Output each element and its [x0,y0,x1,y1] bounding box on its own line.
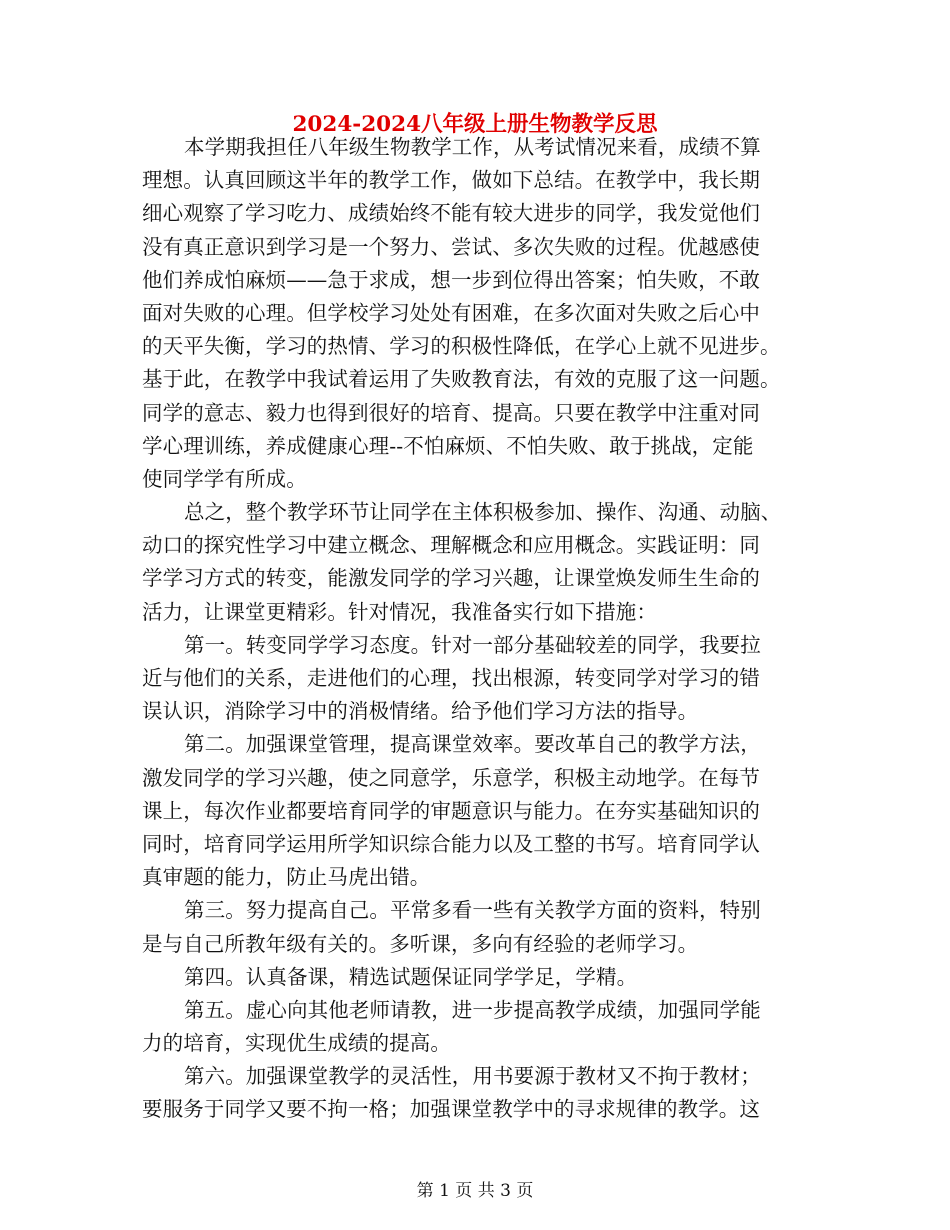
document-title: 2024-2024八年级上册生物教学反思 [292,112,658,137]
text-line: 学学习方式的转变，能激发同学的学习兴趣，让课堂焕发师生生命的 [142,566,760,591]
paragraph [142,728,812,894]
text-line: 第二。加强课堂管理，提高课堂效率。要改革自己的教学方法， [184,732,761,757]
text-line: 本学期我担任八年级生物教学工作，从考试情况来看，成绩不算 [184,135,761,159]
text-line: 的天平失衡，学习的热情、学习的积极性降低，在学心上就不见进步。 [142,334,781,359]
page-footer: 第 1 页 共 3 页 [416,1181,534,1201]
text-line: 课上，每次作业都要培育同学的审题意识与能力。在夯实基础知识的 [142,798,760,823]
text-line: 第六。加强课堂教学的灵活性，用书要源于教材又不拘于教材； [184,1064,761,1089]
text-line: 第三。努力提高自己。平常多看一些有关教学方面的资料，特别 [184,898,761,923]
text-line: 要服务于同学又要不拘一格；加强课堂教学中的寻求规律的教学。这 [142,1097,760,1122]
text-line: 同时，培育同学运用所学知识综合能力以及工整的书写。培育同学认 [142,831,760,856]
text-line: 基于此，在教学中我试着运用了失败教育法，有效的克服了这一问题。 [142,367,781,392]
paragraph [142,131,812,496]
text-line: 没有真正意识到学习是一个努力、尝试、多次失败的过程。优越感使 [142,234,760,259]
document-body [142,131,812,1127]
paragraph [142,629,812,729]
text-line: 活力，让课堂更精彩。针对情况，我准备实行如下措施： [142,599,657,624]
text-line: 误认识，消除学习中的消极情绪。给予他们学习方法的指导。 [142,699,699,724]
text-line: 总之，整个教学环节让同学在主体积极参加、操作、沟通、动脑、 [184,500,782,525]
text-line: 力的培育，实现优生成绩的提高。 [142,1031,451,1056]
text-line: 真审题的能力，防止马虎出错。 [142,865,431,890]
paragraph [142,894,812,960]
text-line: 他们养成怕麻烦——急于求成，想一步到位得出答案；怕失败，不敢 [142,267,760,292]
text-line: 第一。转变同学学习态度。针对一部分基础较差的同学，我要拉 [184,632,761,657]
text-line: 第四。认真备课，精选试题保证同学学足，学精。 [184,964,638,989]
text-line: 理想。认真回顾这半年的教学工作，做如下总结。在教学中，我长期 [142,168,760,193]
paragraph [142,961,812,994]
text-line: 同学的意志、毅力也得到很好的培育、提高。只要在教学中注重对同 [142,400,760,425]
text-line: 是与自己所教年级有关的。多听课，多向有经验的老师学习。 [142,931,699,956]
text-line: 动口的探究性学习中建立概念、理解概念和应用概念。实践证明：同 [142,533,760,558]
text-line: 细心观察了学习吃力、成绩始终不能有较大进步的同学，我发觉他们 [142,201,760,226]
paragraph [142,994,812,1060]
paragraph [142,496,812,629]
text-line: 使同学学有所成。 [142,466,307,491]
text-line: 第五。虚心向其他老师请教，进一步提高教学成绩，加强同学能 [184,997,761,1022]
text-line: 学心理训练，养成健康心理--不怕麻烦、不怕失败、敢于挑战，定能 [142,433,754,458]
paragraph [142,1060,812,1126]
text-line: 激发同学的学习兴趣，使之同意学，乐意学，积极主动地学。在每节 [142,765,760,790]
text-line: 面对失败的心理。但学校学习处处有困难，在多次面对失败之后心中 [142,300,760,325]
text-line: 近与他们的关系，走进他们的心理，找出根源，转变同学对学习的错 [142,666,760,690]
